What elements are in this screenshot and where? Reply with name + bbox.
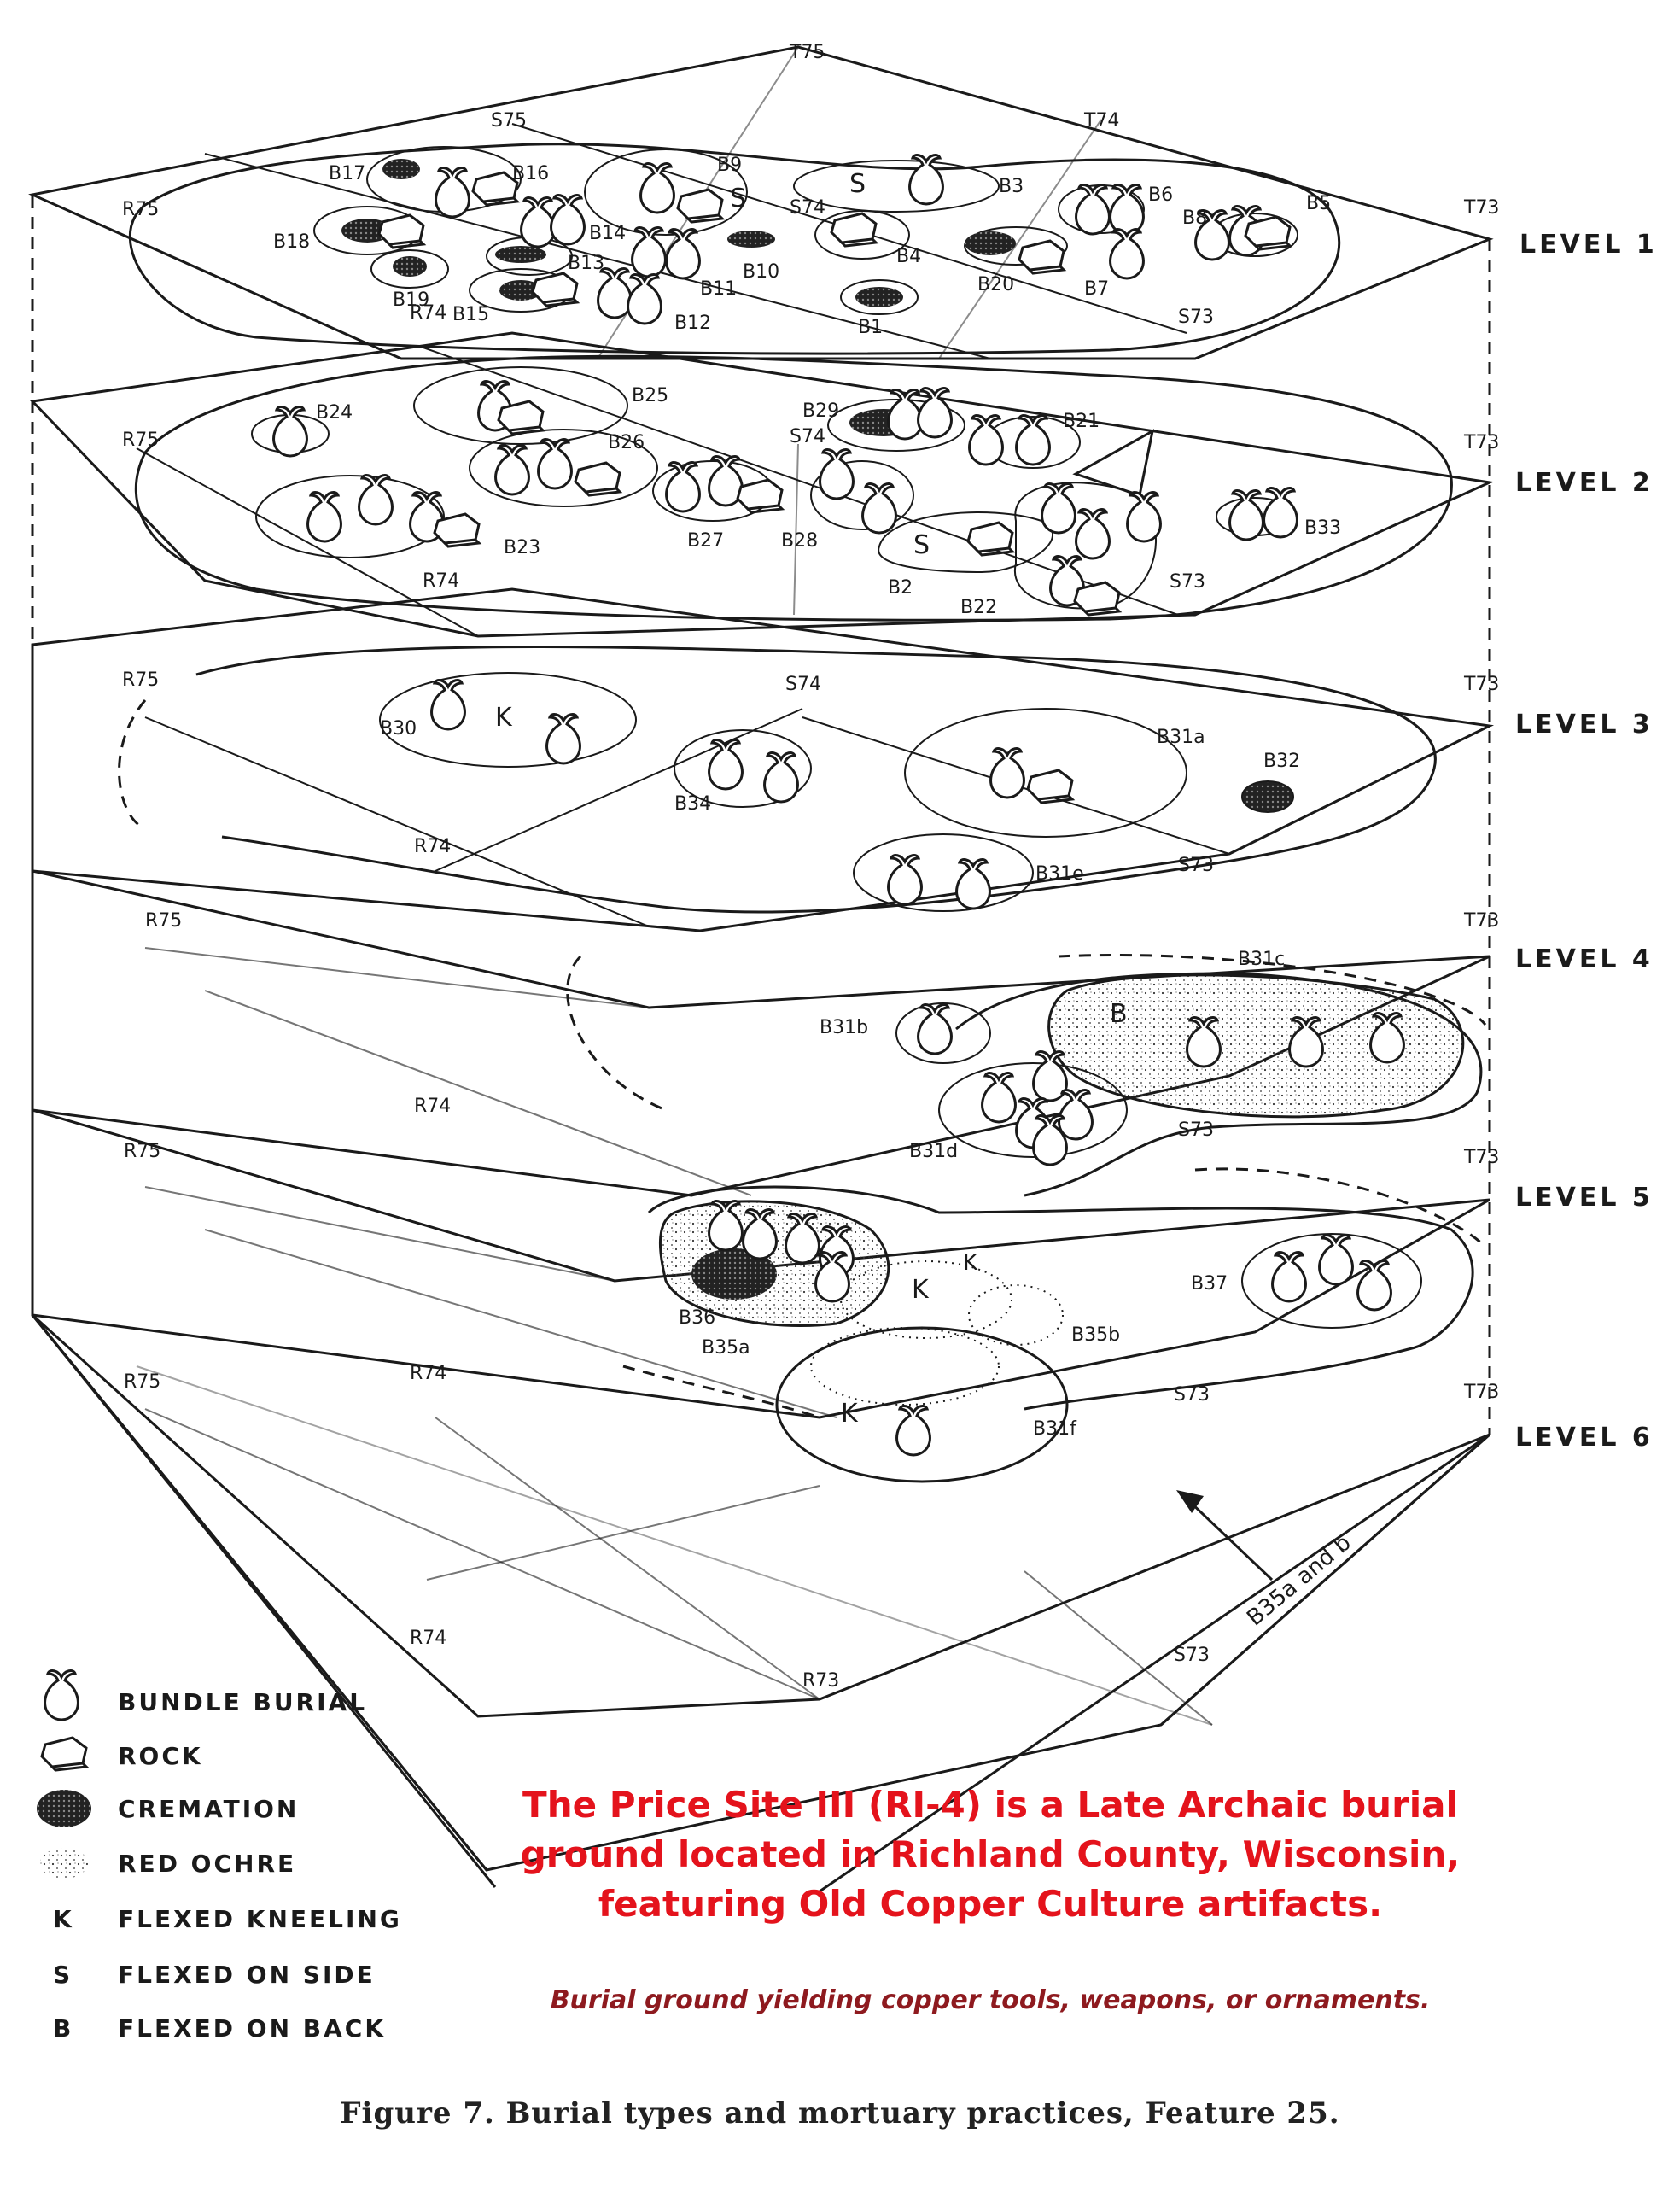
- burial-label: S74: [790, 197, 825, 219]
- burial-label: B31f: [1033, 1418, 1076, 1440]
- legend-symbol-s: S: [53, 1961, 73, 1989]
- burial-label: B7: [1084, 278, 1110, 300]
- grid-label-s73-l6: S73: [1174, 1384, 1210, 1406]
- grid-label-s75: S75: [491, 110, 527, 132]
- burial-label: B31e: [1035, 863, 1084, 885]
- flexed-side-letter: S: [730, 184, 747, 213]
- burial-label: B29: [802, 400, 840, 422]
- level-5-plane: [32, 1110, 1490, 1417]
- legend-label-bundle: BUNDLE BURIAL: [118, 1688, 368, 1716]
- burial-label: B31a: [1157, 727, 1205, 748]
- grid-label-t75-top: T75: [790, 42, 825, 63]
- burial-label: B35a: [702, 1337, 750, 1359]
- burial-label: B31c: [1238, 949, 1286, 970]
- grid-labels: [122, 42, 1499, 1692]
- burial-label: B17: [329, 163, 366, 184]
- burial-label: B13: [568, 253, 605, 274]
- burial-label: B20: [977, 274, 1015, 295]
- grid-label-r74-l6: R74: [410, 1363, 447, 1384]
- burial-label: B5: [1306, 193, 1332, 214]
- legend-label-flexed-kneeling: FLEXED KNEELING: [118, 1905, 402, 1933]
- level-1-label: LEVEL 1: [1520, 230, 1658, 260]
- grid-label-s73-l3: S73: [1178, 855, 1214, 876]
- grid-label-r74-l3: R74: [414, 836, 452, 857]
- grid-label-r74-l4: R74: [414, 1096, 452, 1117]
- level-1-plane: [32, 47, 1490, 359]
- burial-label: B33: [1304, 517, 1342, 539]
- grid-label-r75-l4: R75: [145, 910, 183, 932]
- burial-label: B14: [589, 223, 627, 244]
- burial-label: B9: [717, 155, 743, 176]
- figure-caption: Figure 7. Burial types and mortuary practices, Feature 25.: [340, 2096, 1340, 2130]
- legend: [37, 1671, 402, 2043]
- headline-line-1: The Price Site III (RI-4) is a Late Archaic burial: [522, 1784, 1458, 1826]
- grid-label-s73-l1: S73: [1178, 307, 1214, 328]
- flexed-kneeling-letter: K: [963, 1250, 978, 1276]
- subline: Burial ground yielding copper tools, weapons, or ornaments.: [550, 1985, 1431, 2015]
- burial-label: B23: [504, 537, 541, 558]
- level-4-plane: [32, 871, 1490, 1195]
- grid-label-t73-l3: T73: [1464, 674, 1500, 695]
- burial-label: B16: [512, 163, 550, 184]
- legend-label-cremation: CREMATION: [118, 1795, 300, 1823]
- grid-label-r74-bottom: R74: [410, 1628, 447, 1649]
- direction-note: B35a and b: [1242, 1529, 1356, 1632]
- grid-label-r75-l2: R75: [122, 430, 160, 451]
- burial-label: B8: [1182, 207, 1208, 229]
- flexed-side-letter: S: [913, 530, 930, 560]
- grid-label-r75-l3: R75: [122, 669, 160, 691]
- grid-label-s73-l4: S73: [1178, 1119, 1214, 1141]
- level-6-label: LEVEL 6: [1515, 1423, 1654, 1452]
- legend-symbol-k: K: [53, 1905, 74, 1933]
- burial-label: B22: [960, 597, 998, 618]
- burial-label: B31d: [909, 1141, 959, 1162]
- headline-line-3: featuring Old Copper Culture artifacts.: [598, 1883, 1383, 1925]
- burial-label: B28: [781, 530, 819, 552]
- legend-label-rock: ROCK: [118, 1742, 203, 1770]
- legend-symbol-b: B: [53, 2014, 74, 2043]
- level-3-label: LEVEL 3: [1515, 710, 1654, 739]
- burial-label: B6: [1148, 184, 1174, 206]
- legend-label-red-ochre: RED OCHRE: [118, 1850, 297, 1878]
- burial-label: B11: [700, 278, 738, 300]
- level-2-plane: [32, 333, 1490, 636]
- legend-red-ochre-icon: [40, 1848, 88, 1879]
- level-5-label: LEVEL 5: [1515, 1183, 1654, 1213]
- level-labels: [1515, 230, 1658, 1452]
- flexed-kneeling-letter: K: [912, 1275, 929, 1305]
- grid-label-r73-bottom: R73: [802, 1670, 840, 1692]
- burial-label: B24: [316, 402, 353, 424]
- flexed-kneeling-letter: K: [495, 703, 512, 733]
- burial-label: B12: [674, 313, 712, 334]
- legend-cremation-icon: [37, 1790, 91, 1827]
- grid-label-r74-l1: R74: [410, 302, 447, 324]
- burial-label: B21: [1063, 411, 1100, 432]
- flexed-back-letter: B: [1110, 999, 1128, 1029]
- burial-label: B18: [273, 231, 311, 253]
- grid-label-r75-l6: R75: [124, 1371, 161, 1393]
- grid-label-s74-l2: S74: [790, 426, 825, 447]
- flexed-side-letter: S: [849, 169, 866, 199]
- burial-label: B3: [999, 176, 1024, 197]
- grid-label-t73-l2: T73: [1464, 432, 1500, 453]
- burial-label: B19: [393, 289, 430, 311]
- grid-label-t74: T74: [1084, 110, 1120, 132]
- grid-label-s74-l3: S74: [785, 674, 821, 695]
- grid-label-s73-l2: S73: [1170, 571, 1205, 593]
- grid-label-s73-bottom: S73: [1174, 1645, 1210, 1666]
- flexed-kneeling-letter: K: [841, 1399, 858, 1429]
- grid-label-t73-l4: T73: [1464, 910, 1500, 932]
- legend-label-flexed-on-side: FLEXED ON SIDE: [118, 1961, 376, 1989]
- legend-label-flexed-on-back: FLEXED ON BACK: [118, 2014, 387, 2043]
- grid-label-t73-l6: T73: [1464, 1382, 1500, 1403]
- burial-label: B30: [380, 718, 417, 739]
- headline-line-2: ground located in Richland County, Wisconsin,: [520, 1833, 1461, 1875]
- grid-label-r75-l1: R75: [122, 199, 160, 220]
- burial-label: B26: [608, 432, 645, 453]
- grid-label-r75-l5: R75: [124, 1141, 161, 1162]
- burial-label: B35b: [1071, 1324, 1121, 1346]
- burial-label: B34: [674, 793, 712, 815]
- burial-label: B27: [687, 530, 725, 552]
- burial-label: B2: [888, 577, 913, 599]
- legend-rock-icon: [42, 1738, 86, 1770]
- burial-label: B25: [632, 385, 669, 406]
- burial-label: B15: [452, 304, 490, 325]
- grid-label-r74-l2: R74: [423, 570, 460, 592]
- level-4-label: LEVEL 4: [1515, 944, 1654, 974]
- burial-label: B36: [679, 1307, 716, 1329]
- burial-label: B4: [896, 246, 922, 267]
- burial-label: B32: [1263, 751, 1301, 772]
- grid-label-t73-l1: T73: [1464, 197, 1500, 219]
- level-2-label: LEVEL 2: [1515, 468, 1654, 498]
- grid-label-t73-l5: T73: [1464, 1147, 1500, 1168]
- burial-label: B31b: [820, 1017, 869, 1038]
- burial-label: B1: [858, 317, 884, 338]
- burial-label: B37: [1191, 1273, 1228, 1295]
- legend-bundle-icon: [45, 1671, 79, 1720]
- burial-label: B10: [743, 261, 780, 283]
